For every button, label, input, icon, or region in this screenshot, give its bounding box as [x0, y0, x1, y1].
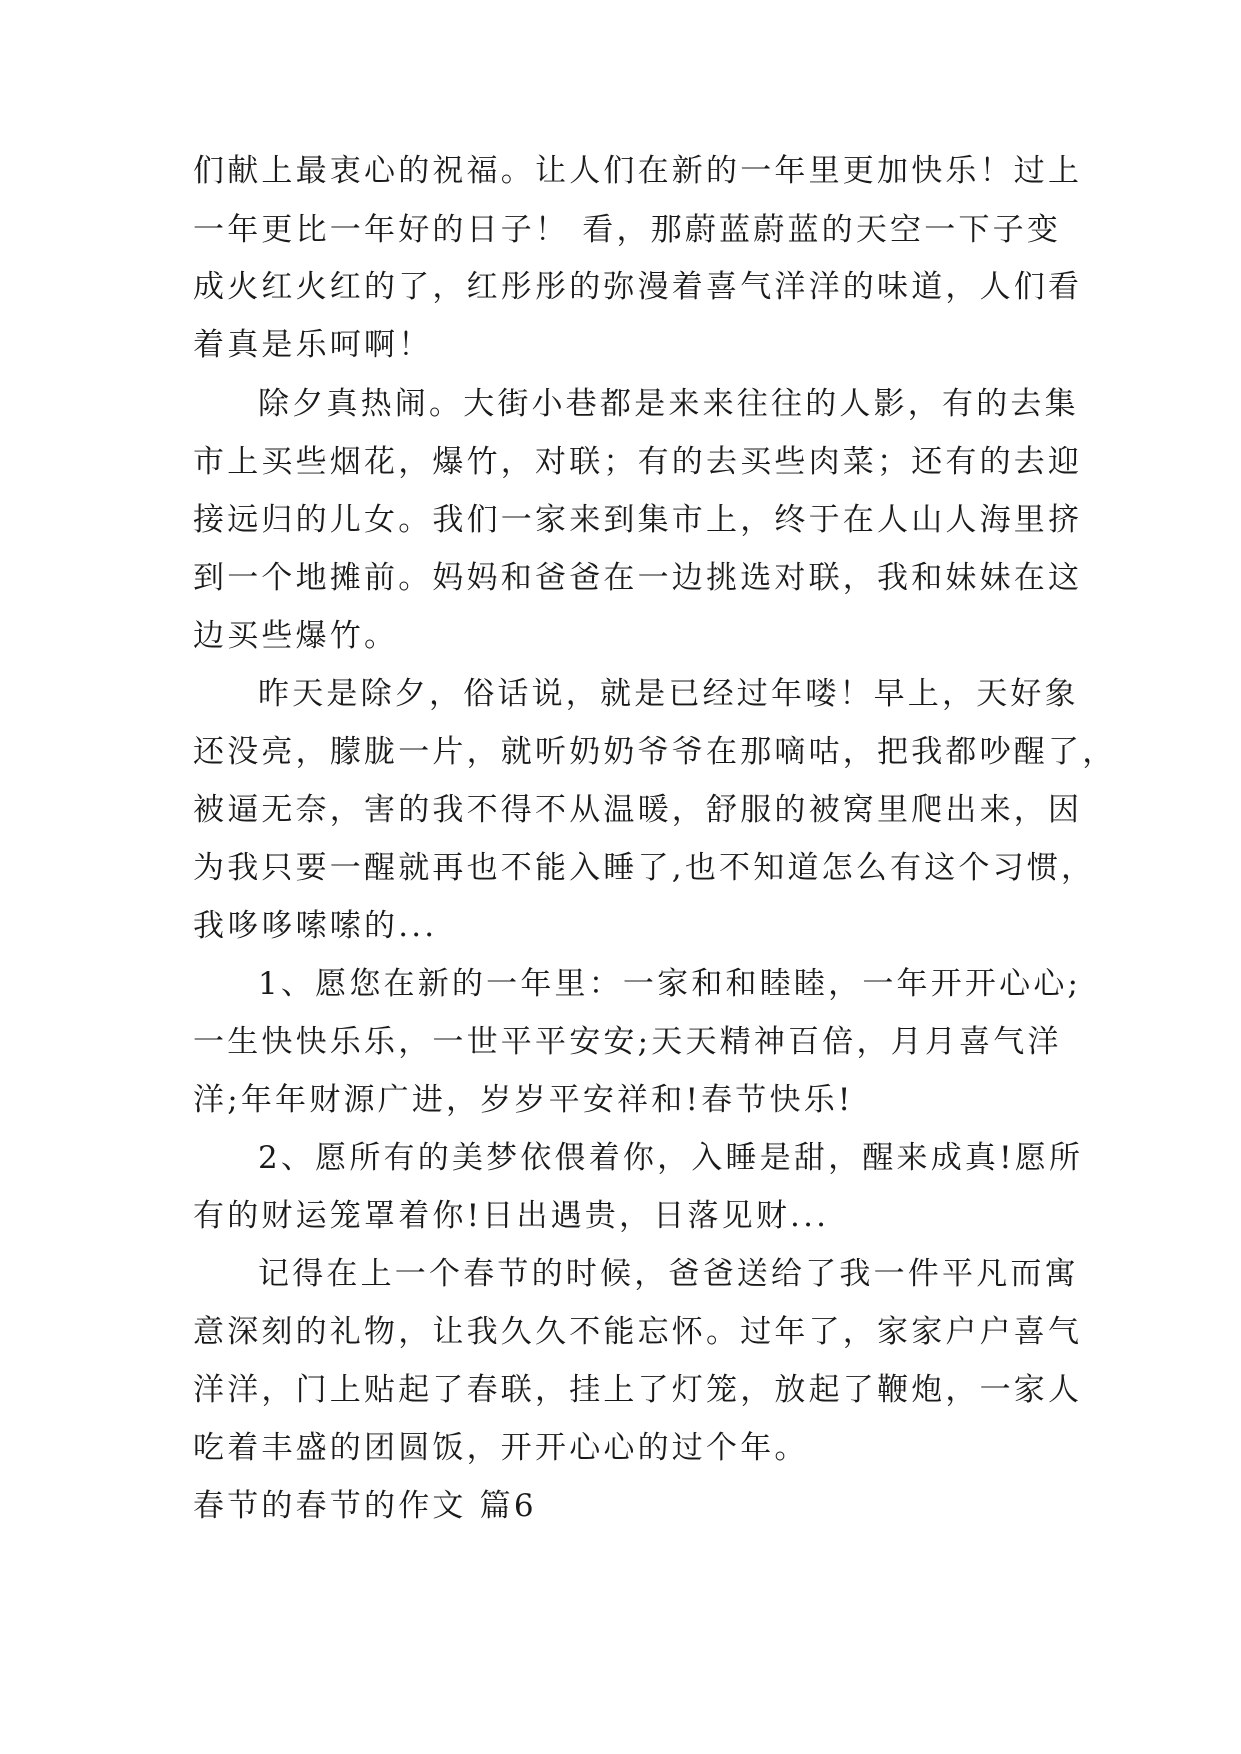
text-line: 有的财运笼罩着你!日出遇贵，日落见财...: [193, 1198, 830, 1234]
text-line: 还没亮，朦胧一片，就听奶奶爷爷在那嘀咕，把我都吵醒了，: [193, 734, 1117, 770]
paragraph-start-line: 2、愿所有的美梦依偎着你，入睡是甜，醒来成真!愿所: [258, 1140, 1084, 1176]
text-line: 为我只要一醒就再也不能入睡了,也不知道怎么有这个习惯，: [193, 850, 1096, 886]
text-line: 成火红火红的了，红彤彤的弥漫着喜气洋洋的味道，人们看: [193, 269, 1083, 305]
text-line: 一生快快乐乐，一世平平安安;天天精神百倍，月月喜气洋: [193, 1024, 1062, 1060]
text-line: 边买些爆竹。: [193, 618, 399, 654]
text-line: 洋洋，门上贴起了春联，挂上了灯笼，放起了鞭炮，一家人: [193, 1372, 1083, 1408]
text-line: 市上买些烟花，爆竹，对联；有的去买些肉菜；还有的去迎: [193, 444, 1083, 480]
text-line: 洋;年年财源广进，岁岁平安祥和!春节快乐!: [193, 1082, 854, 1118]
paragraph-start-line: 1、愿您在新的一年里：一家和和睦睦，一年开开心心;: [258, 966, 1082, 1002]
text-line: 被逼无奈，害的我不得不从温暖，舒服的被窝里爬出来，因: [193, 792, 1083, 828]
text-line: 一年更比一年好的日子！ 看，那蔚蓝蔚蓝的天空一下子变: [193, 212, 1062, 248]
paragraph-start-line: 昨天是除夕，俗话说，就是已经过年喽！早上，天好象: [258, 676, 1079, 712]
text-line: 吃着丰盛的团圆饭，开开心心的过个年。: [193, 1430, 809, 1466]
text-line: 们献上最衷心的祝福。让人们在新的一年里更加快乐！过上: [193, 153, 1083, 189]
section-heading: 春节的春节的作文 篇6: [193, 1488, 537, 1524]
text-line: 到一个地摊前。妈妈和爸爸在一边挑选对联，我和妹妹在这: [193, 560, 1083, 596]
text-line: 着真是乐呵啊！: [193, 327, 433, 363]
paragraph-start-line: 记得在上一个春节的时候，爸爸送给了我一件平凡而寓: [258, 1256, 1079, 1292]
text-line: 接远归的儿女。我们一家来到集市上，终于在人山人海里挤: [193, 502, 1083, 538]
text-line: 意深刻的礼物，让我久久不能忘怀。过年了，家家户户喜气: [193, 1314, 1083, 1350]
paragraph-start-line: 除夕真热闹。大街小巷都是来来往往的人影，有的去集: [258, 386, 1079, 422]
text-line: 我哆哆嗦嗦的...: [193, 908, 438, 944]
